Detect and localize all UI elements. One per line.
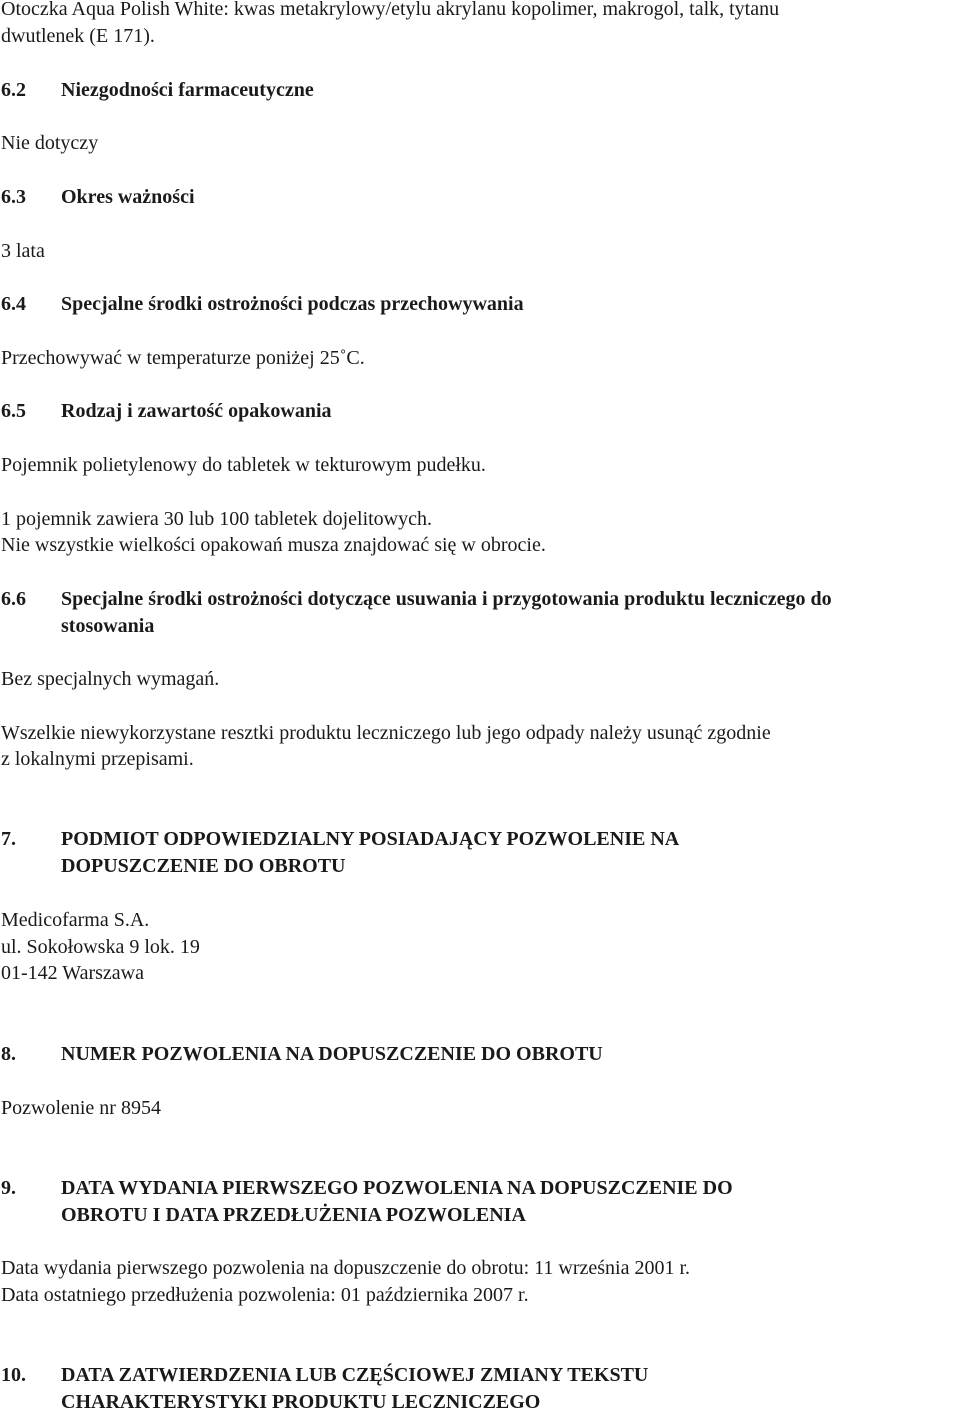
section-text-6-2: Nie dotyczy <box>1 132 99 154</box>
section-text-9-line-2: Data ostatniego przedłużenia pozwolenia: 01 października 2007 r. <box>1 1284 529 1306</box>
section-title-10-line-1: DATA ZATWIERDZENIA LUB CZĘŚCIOWEJ ZMIANY TEKSTU <box>61 1364 649 1386</box>
section-text-6-6-line-3: z lokalnymi przepisami. <box>1 748 194 770</box>
address-street: ul. Sokołowska 9 lok. 19 <box>1 936 200 958</box>
section-text-6-3: 3 lata <box>1 240 45 262</box>
section-title-8: NUMER POZWOLENIA NA DOPUSZCZENIE DO OBROTU <box>61 1043 603 1065</box>
section-title-10-line-2: CHARAKTERYSTYKI PRODUKTU LECZNICZEGO <box>61 1391 541 1413</box>
section-number-10: 10. <box>1 1364 26 1386</box>
section-title-6-3: Okres ważności <box>61 186 195 208</box>
section-number-8: 8. <box>1 1043 16 1065</box>
section-title-9-line-2: OBROTU I DATA PRZEDŁUŻENIA POZWOLENIA <box>61 1204 526 1226</box>
section-title-6-6-line-1: Specjalne środki ostrożności dotyczące usuwania i przygotowania produktu leczniczego do <box>61 588 832 610</box>
section-title-9-line-1: DATA WYDANIA PIERWSZEGO POZWOLENIA NA DOPUSZCZENIE DO <box>61 1177 733 1199</box>
section-title-7-line-1: PODMIOT ODPOWIEDZIALNY POSIADAJĄCY POZWOLENIE NA <box>61 828 680 850</box>
intro-line-2: dwutlenek (E 171). <box>1 25 155 47</box>
section-title-6-5: Rodzaj i zawartość opakowania <box>61 400 332 422</box>
section-text-9-line-1: Data wydania pierwszego pozwolenia na dopuszczenie do obrotu: 11 września 2001 r. <box>1 1257 691 1279</box>
section-text-6-5-line-2: 1 pojemnik zawiera 30 lub 100 tabletek dojelitowych. <box>1 508 432 530</box>
section-text-6-5-line-1: Pojemnik polietylenowy do tabletek w tekturowym pudełku. <box>1 454 486 476</box>
section-text-6-6-line-2: Wszelkie niewykorzystane resztki produktu leczniczego lub jego odpady należy usunąć zgodnie <box>1 722 771 744</box>
address-city: 01-142 Warszawa <box>1 962 144 984</box>
section-number-6-2: 6.2 <box>1 79 26 101</box>
section-number-6-3: 6.3 <box>1 186 26 208</box>
section-title-6-6-line-2: stosowania <box>61 615 155 637</box>
intro-line-1: Otoczka Aqua Polish White: kwas metakrylowy/etylu akrylanu kopolimer, makrogol, talk, tytanu <box>1 0 780 20</box>
section-text-6-4: Przechowywać w temperaturze poniżej 25˚C. <box>1 347 365 369</box>
section-number-6-4: 6.4 <box>1 293 26 315</box>
address-company: Medicofarma S.A. <box>1 909 150 931</box>
section-title-6-4: Specjalne środki ostrożności podczas przechowywania <box>61 293 524 315</box>
section-number-6-5: 6.5 <box>1 400 26 422</box>
section-number-9: 9. <box>1 1177 16 1199</box>
section-text-6-6-line-1: Bez specjalnych wymagań. <box>1 668 220 690</box>
section-title-6-2: Niezgodności farmaceutyczne <box>61 79 314 101</box>
section-text-8: Pozwolenie nr 8954 <box>1 1097 161 1119</box>
section-number-7: 7. <box>1 828 16 850</box>
section-number-6-6: 6.6 <box>1 588 26 610</box>
section-text-6-5-line-3: Nie wszystkie wielkości opakowań musza znajdować się w obrocie. <box>1 534 546 556</box>
section-title-7-line-2: DOPUSZCZENIE DO OBROTU <box>61 855 346 877</box>
